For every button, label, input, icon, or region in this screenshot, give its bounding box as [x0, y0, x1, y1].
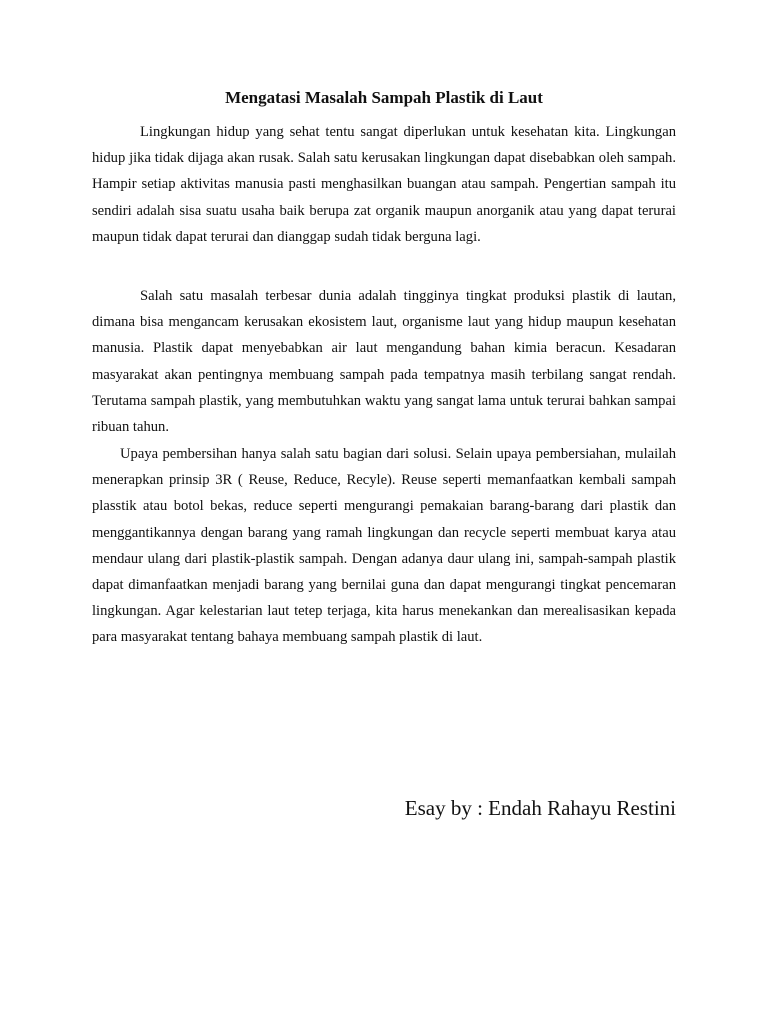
paragraph-3: Upaya pembersihan hanya salah satu bagian dari solusi. Selain upaya pembersiahan, mulailah menerapkan prinsip 3R ( Reuse, Reduce, Recyle). Reuse seperti memanfaatkan kembali sampah plasstik atau botol bekas, reduce seperti mengurangi pemakaian barang-barang dari plastik dan menggantikannya dengan barang yang ramah lingkungan dan recycle seperti membuat karya atau mendaur ulang dari plastik-plastik sampah. Dengan adanya daur ulang ini, sampah-sampah plastik dapat dimanfaatkan menjadi barang yang bernilai guna dan dapat mengurangi tingkat pencemaran lingkungan. Agar kelestarian laut tetep terjaga, kita harus menekankan dan merealisasikan kepada para masyarakat tentang bahaya membuang sampah plastik di laut.	[92, 446, 676, 646]
author-signature: Esay by : Endah Rahayu Restini	[404, 796, 676, 820]
paragraph-2: Salah satu masalah terbesar dunia adalah tingginya tingkat produksi plastik di lautan, dimana bisa mengancam kerusakan ekosistem laut, organisme laut yang hidup maupun kesehatan manusia. Plastik dapat menyebabkan air laut mengandung bahan kimia beracun. Kesadaran masyarakat akan pentingnya membuang sampah pada tempatnya masih terbilang sangat rendah. Terutama sampah plastik, yang membutuhkan waktu yang sangat lama untuk terurai bahkan sampai ribuan tahun.	[92, 288, 676, 436]
paragraph-1: Lingkungan hidup yang sehat tentu sangat diperlukan untuk kesehatan kita. Lingkungan hidup jika tidak dijaga akan rusak. Salah satu kerusakan lingkungan dapat disebabkan oleh sampah. Hampir setiap aktivitas manusia pasti menghasilkan buangan atau sampah. Pengertian sampah itu sendiri adalah sisa suatu usaha baik berupa zat organik maupun anorganik atau yang dapat terurai maupun tidak dapat terurai dan dianggap sudah tidak berguna lagi.	[92, 124, 676, 245]
document-title: Mengatasi Masalah Sampah Plastik di Laut	[225, 88, 543, 107]
